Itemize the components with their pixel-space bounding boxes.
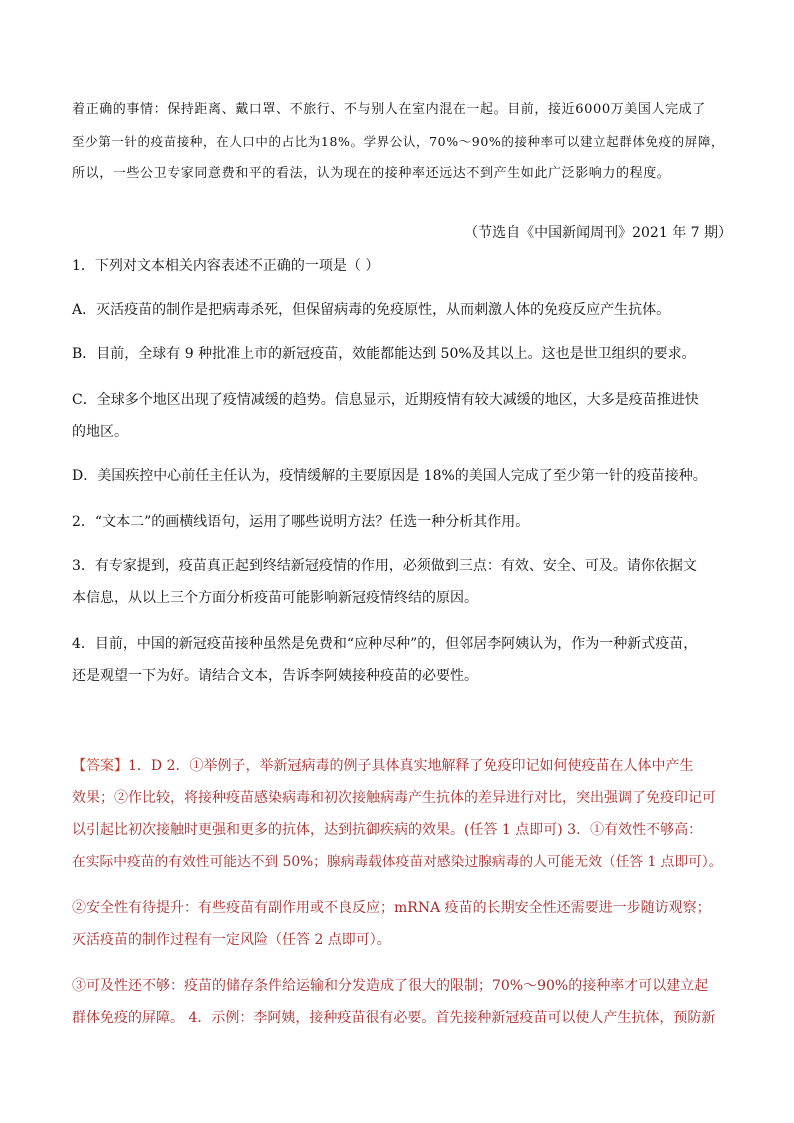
question-1-option-a: A．灭活疫苗的制作是把病毒杀死，但保留病毒的免疫原性，从而刺激人体的免疫反应产生抗体。 (72, 302, 671, 318)
question-4-line-2: 还是观望一下为好。请结合文本，告诉李阿姨接种疫苗的必要性。 (72, 668, 478, 684)
answer-line-6: 灭活疫苗的制作过程有一定风险（任答 2 点即可）。 (72, 932, 391, 948)
question-1-stem: 1．下列对文本相关内容表述不正确的一项是（ ） (72, 258, 380, 274)
source-citation: （节选自《中国新闻周刊》2021 年 7 期） (464, 225, 732, 241)
question-1-option-c-line-2: 的地区。 (72, 424, 128, 440)
answer-line-2: 效果；②作比较，将接种疫苗感染病毒和初次接触病毒产生抗体的差异进行对比，突出强调了免疫印记可 (72, 790, 716, 806)
answer-tag: 【答案】 (72, 758, 128, 774)
answer-line-3: 以引起比初次接触时更强和更多的抗体，达到抗御疾病的效果。(任答 1 点即可) 3．①有效性不够高： (72, 822, 703, 838)
question-1-option-b: B．目前，全球有 9 种批准上市的新冠疫苗，效能都能达到 50%及其以上。这也是世卫组织的要求。 (72, 346, 696, 362)
question-1-option-c-line-1: C．全球多个地区出现了疫情减缓的趋势。信息显示，近期疫情有较大减缓的地区，大多是疫苗推进快 (72, 392, 699, 408)
question-2: 2．“文本二”的画横线语句，运用了哪些说明方法？任选一种分析其作用。 (72, 514, 530, 530)
question-3-line-2: 本信息，从以上三个方面分析疫苗可能影响新冠疫情终结的原因。 (72, 590, 478, 606)
answer-line-1-text: 1．D 2．①举例子，举新冠病毒的例子具体真实地解释了免疫印记如何使疫苗在人体中产生 (128, 758, 694, 774)
question-3-line-1: 3．有专家提到，疫苗真正起到终结新冠疫情的作用，必须做到三点：有效、安全、可及。请你依据文 (72, 558, 697, 574)
answer-line-7: ③可及性还不够：疫苗的储存条件给运输和分发造成了很大的限制；70%～90%的接种率才可以建立起 (72, 978, 709, 994)
answer-line-4: 在实际中疫苗的有效性可能达不到 50%；腺病毒载体疫苗对感染过腺病毒的人可能无效（任答 1 点即可）。 (72, 854, 723, 870)
passage-line-3: 所以，一些公卫专家同意费和平的看法，认为现在的接种率还远达不到产生如此广泛影响力的程度。 (72, 166, 671, 181)
question-1-option-d: D．美国疾控中心前任主任认为，疫情缓解的主要原因是 18%的美国人完成了至少第一针的疫苗接种。 (72, 468, 707, 484)
question-4-line-1: 4．目前，中国的新冠疫苗接种虽然是免费和“应种尽种”的，但邻居李阿姨认为，作为一种新式疫苗， (72, 636, 698, 652)
passage-line-1: 着正确的事情：保持距离、戴口罩、不旅行、不与别人在室内混在一起。目前，接近6000万美国人完成了 (72, 102, 706, 117)
answer-line-8: 群体免疫的屏障。 4．示例：李阿姨，接种疫苗很有必要。首先接种新冠疫苗可以使人产生抗体，预防新 (72, 1010, 716, 1026)
answer-line-1 (72, 756, 732, 776)
passage-line-2: 至少第一针的疫苗接种，在人口中的占比为18%。学界公认，70%～90%的接种率可以建立起群体免疫的屏障， (72, 134, 725, 149)
answer-line-5: ②安全性有待提升：有些疫苗有副作用或不良反应；mRNA 疫苗的长期安全性还需要进一步随访观察； (72, 900, 711, 916)
